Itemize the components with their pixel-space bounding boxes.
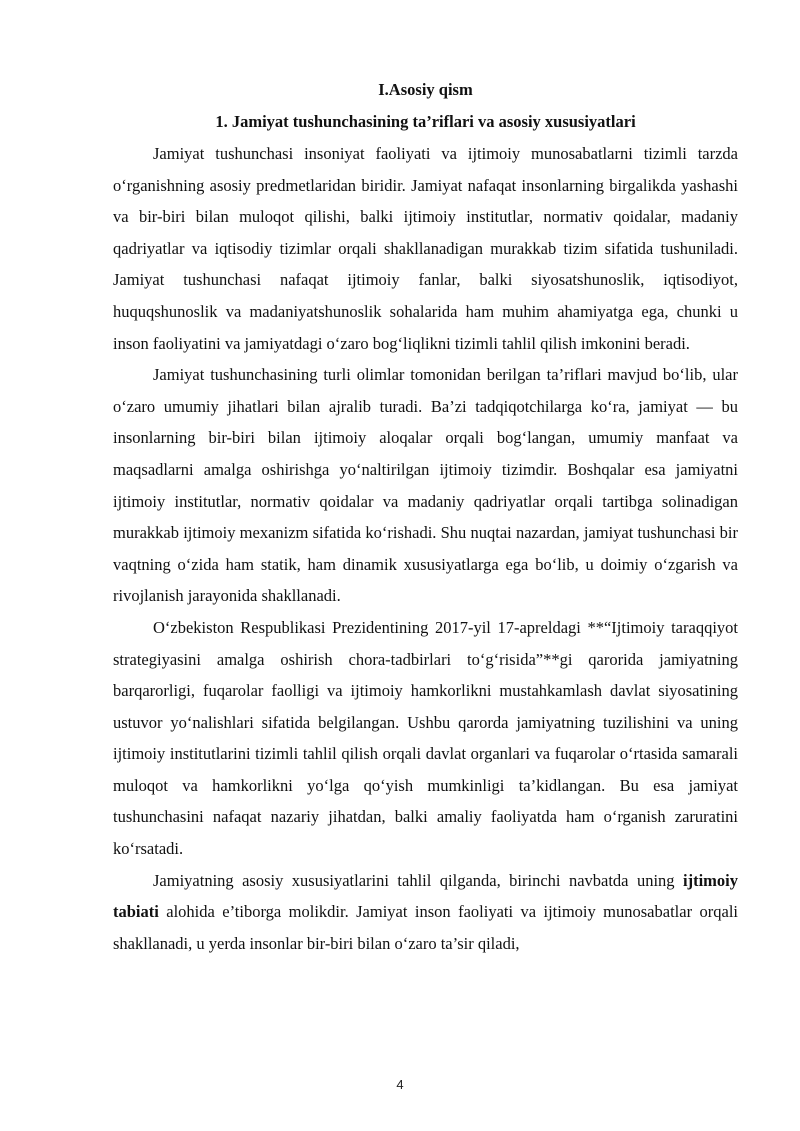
- section-title: I.Asosiy qism: [378, 80, 473, 99]
- paragraph-4-bold-term: ijtimoiy tabiati: [113, 870, 738, 922]
- paragraph-4: [113, 865, 738, 960]
- paragraph-4-rest: alohida e’tiborga molikdir. Jamiyat inson faoliyati va ijtimoiy munosabatlar orqali shakllanadi, u yerda insonlar bir-biri bilan o‘zaro ta’sir qiladi,: [113, 902, 738, 953]
- paragraph-4-intro: Jamiyatning asosiy xususiyatlarini tahlil qilganda, birinchi navbatda uning: [153, 870, 683, 890]
- paragraph-1: Jamiyat tushunchasi insoniyat faoliyati va ijtimoiy munosabatlarni tizimli tarzda o‘rganishning asosiy predmetlaridan biridir. Jamiyat nafaqat insonlarning birgalikda yashashi va bir-biri bilan muloqot qilishi, balki ijtimoiy institutlar, normativ qoidalar, madaniy qadriyatlar va iqtisodiy tizimlar orqali shakllanadigan murakkab tizim sifatida tushuniladi. Jamiyat tushunchasi nafaqat ijtimoiy fanlar, balki siyosatshunoslik, iqtisodiyot, huquqshunoslik va madaniyatshunoslik sohalarida ham muhim ahamiyatga ega, chunki u inson faoliyatini va jamiyatdagi o‘zaro bog‘liqlikni tizimli tahlil qilish imkonini beradi.: [113, 144, 738, 353]
- paragraph-2: Jamiyat tushunchasining turli olimlar tomonidan berilgan ta’riflari mavjud bo‘lib, ular o‘zaro umumiy jihatlari bilan ajralib turadi. Ba’zi tadqiqotchilarga ko‘ra, jamiyat — bu insonlarning bir-biri bilan ijtimoiy aloqalar orqali bog‘langan, umumiy manfaat va maqsadlarni amalga oshirishga yo‘naltirilgan ijtimoiy tizimdir. Boshqalar esa jamiyatni ijtimoiy institutlar, normativ qoidalar va madaniy qadriyatlar orqali tartibga solinadigan murakkab ijtimoiy mexanizm sifatida ko‘rishadi. Shu nuqtai nazardan, jamiyat tushunchasi bir vaqtning o‘zida ham statik, ham dinamik xususiyatlarga ega bo‘lib, u doimiy o‘zgarish va rivojlanish jarayonida shakllanadi.: [113, 365, 738, 606]
- page-number: 4: [396, 1077, 404, 1092]
- paragraph-3: O‘zbekiston Respublikasi Prezidentining 2017-yil 17-apreldagi **“Ijtimoiy taraqqiyot strategiyasini amalga oshirish chora-tadbirlari to‘g‘risida”**gi qarorida jamiyatning barqarorligi, fuqarolar faolligi va ijtimoiy hamkorlikni mustahkamlash davlat siyosatining ustuvor yo‘nalishlari sifatida belgilangan. Ushbu qarorda jamiyatning tuzilishini va uning ijtimoiy institutlarini tizimli tahlil qilish orqali davlat organlari va fuqarolar o‘rtasida samarali muloqot va hamkorlikni yo‘lga qo‘yish mumkinligi ta’kidlangan. Bu esa jamiyat tushunchasini nafaqat nazariy jihatdan, balki amaliy faoliyatda ham o‘rganish zaruratini ko‘rsatadi.: [113, 617, 738, 859]
- document-page: [113, 76, 738, 959]
- subsection-title: 1. Jamiyat tushunchasining ta’riflari va asosiy xususiyatlari: [215, 112, 636, 131]
